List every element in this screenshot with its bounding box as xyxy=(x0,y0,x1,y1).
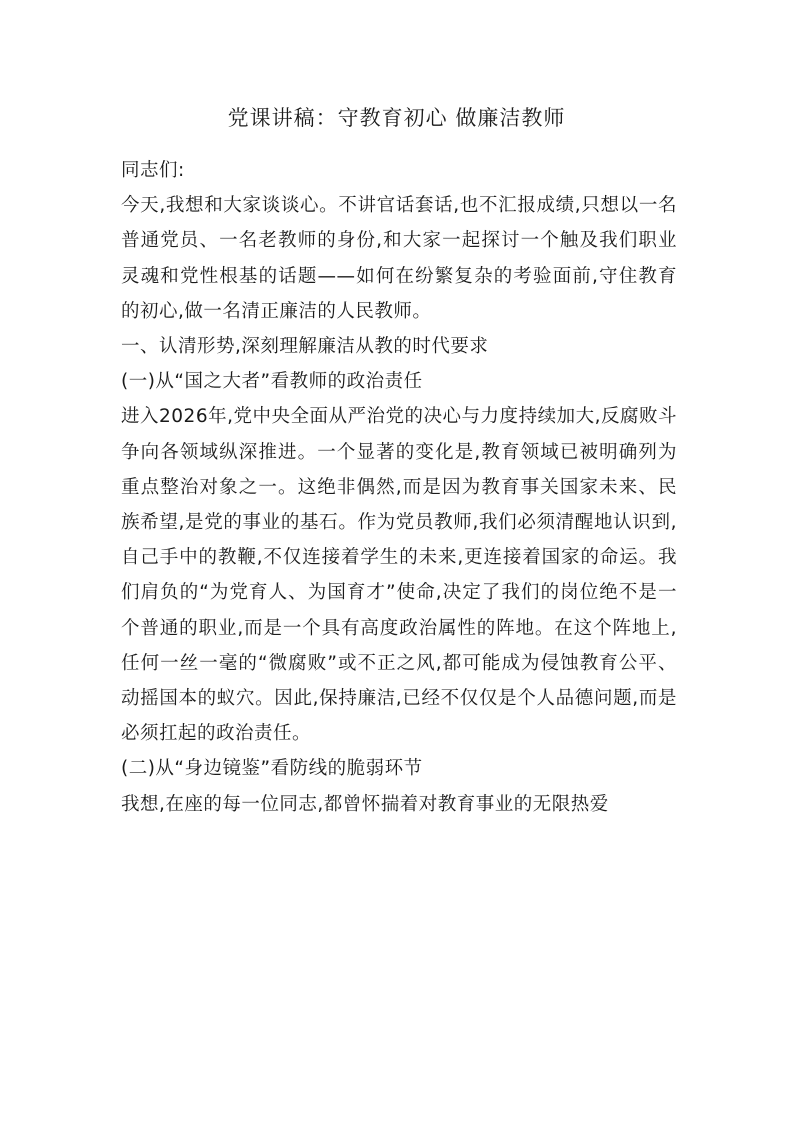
salutation: 同志们: xyxy=(121,160,185,181)
section-1-heading: 一、认清形势,深刻理解廉洁从教的时代要求 xyxy=(121,336,489,358)
subsection-2-heading: (二)从“身边镜鉴”看防线的脆弱环节 xyxy=(121,758,423,780)
subsection-1-heading: (一)从“国之大者”看教师的政治责任 xyxy=(121,371,423,393)
intro-paragraph: 今天,我想和大家谈谈心。不讲官话套话,也不汇报成绩,只想以一名普通党员、一名老教师的身份,和大家一起探讨一个触及我们职业灵魂和党性根基的话题——如何在纷繁复杂的考验面前,守住教育的初心,做一名清正廉洁的人民教师。 xyxy=(121,195,677,322)
subsection-1-paragraph: 进入2026年,党中央全面从严治党的决心与力度持续加大,反腐败斗争向各领域纵深推进。一个显著的变化是,教育领域已被明确列为重点整治对象之一。这绝非偶然,而是因为教育事关国家未来、民族希望,是党的事业的基石。作为党员教师,我们必须清醒地认识到,自己手中的教鞭,不仅连接着学生的未来,更连接着国家的命运。我们肩负的“为党育人、为国育才”使命,决定了我们的岗位绝不是一个普通的职业,而是一个具有高度政治属性的阵地。在这个阵地上,任何一丝一毫的“微腐败”或不正之风,都可能成为侵蚀教育公平、动摇国本的蚁穴。因此,保持廉洁,已经不仅仅是个人品德问题,而是必须扛起的政治责任。 xyxy=(121,406,677,745)
document-body xyxy=(121,153,677,822)
document-title: 党课讲稿：守教育初心 做廉洁教师 xyxy=(227,106,566,130)
subsection-2-paragraph: 我想,在座的每一位同志,都曾怀揣着对教育事业的无限热爱 xyxy=(121,793,609,815)
